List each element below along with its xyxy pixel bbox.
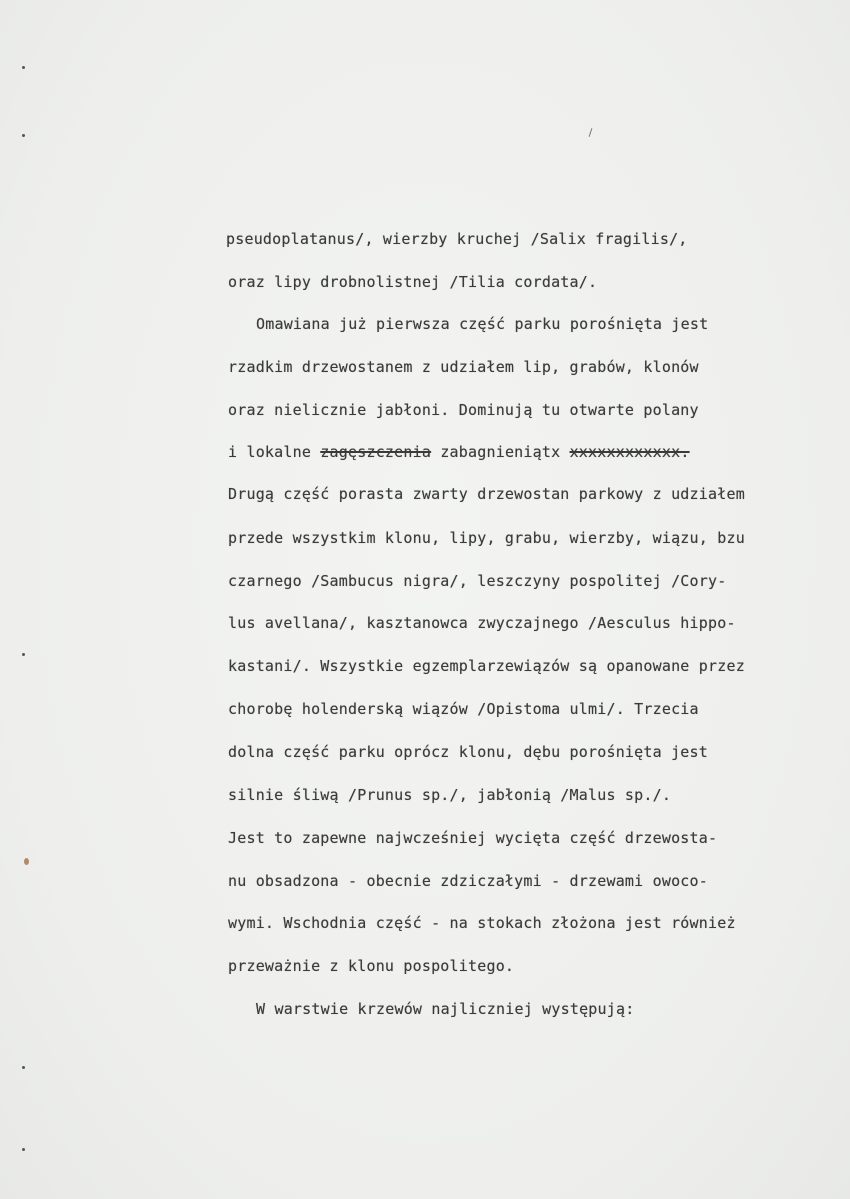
text-line: przeważnie z klonu pospolitego. <box>228 957 515 975</box>
text-line: pseudoplatanus/, wierzby kruchej /Salix fragilis/, <box>226 230 688 248</box>
struck-text: zagęszczenia <box>320 443 432 461</box>
text-line: dolna część parku oprócz klonu, dębu porośnięta jest <box>228 743 708 761</box>
text-line: kastani/. Wszystkie egzemplarzewiązów są opanowane przez <box>228 657 745 675</box>
text-line: chorobę holenderską wiązów /Opistoma ulmi/. Trzecia <box>228 700 699 718</box>
text-line: przede wszystkim klonu, lipy, grabu, wierzby, wiązu, bzu <box>228 529 745 547</box>
text-line: nu obsadzona - obecnie zdziczałymi - drzewami owoco- <box>228 872 708 890</box>
text-line: W warstwie krzewów najliczniej występują: <box>256 1000 635 1018</box>
text-line: Omawiana już pierwsza część parku porośnięta jest <box>256 315 709 333</box>
struck-text: xxxxxxxxxxxx. <box>569 443 690 461</box>
text-segment: zabagnieniątx <box>440 443 561 461</box>
text-line: lus avellana/, kasztanowca zwyczajnego /Aesculus hippo- <box>228 614 736 632</box>
text-line: wymi. Wschodnia część - na stokach złożona jest również <box>228 914 736 932</box>
text-line: Jest to zapewne najwcześniej wycięta część drzewosta- <box>228 829 718 847</box>
text-line: oraz nielicznie jabłoni. Dominują tu otwarte polany <box>228 401 699 419</box>
text-line: czarnego /Sambucus nigra/, leszczyny pospolitej /Cory- <box>228 572 727 590</box>
text-line: silnie śliwą /Prunus sp./, jabłonią /Malus sp./. <box>228 786 672 804</box>
text-line: oraz lipy drobnolistnej /Tilia cordata/. <box>228 273 598 291</box>
text-line: Drugą część porasta zwarty drzewostan parkowy z udziałem <box>228 485 745 503</box>
text-line: rzadkim drzewostanem z udziałem lip, grabów, klonów <box>228 358 699 376</box>
text-line <box>228 443 690 461</box>
text-segment: i lokalne <box>228 443 312 461</box>
